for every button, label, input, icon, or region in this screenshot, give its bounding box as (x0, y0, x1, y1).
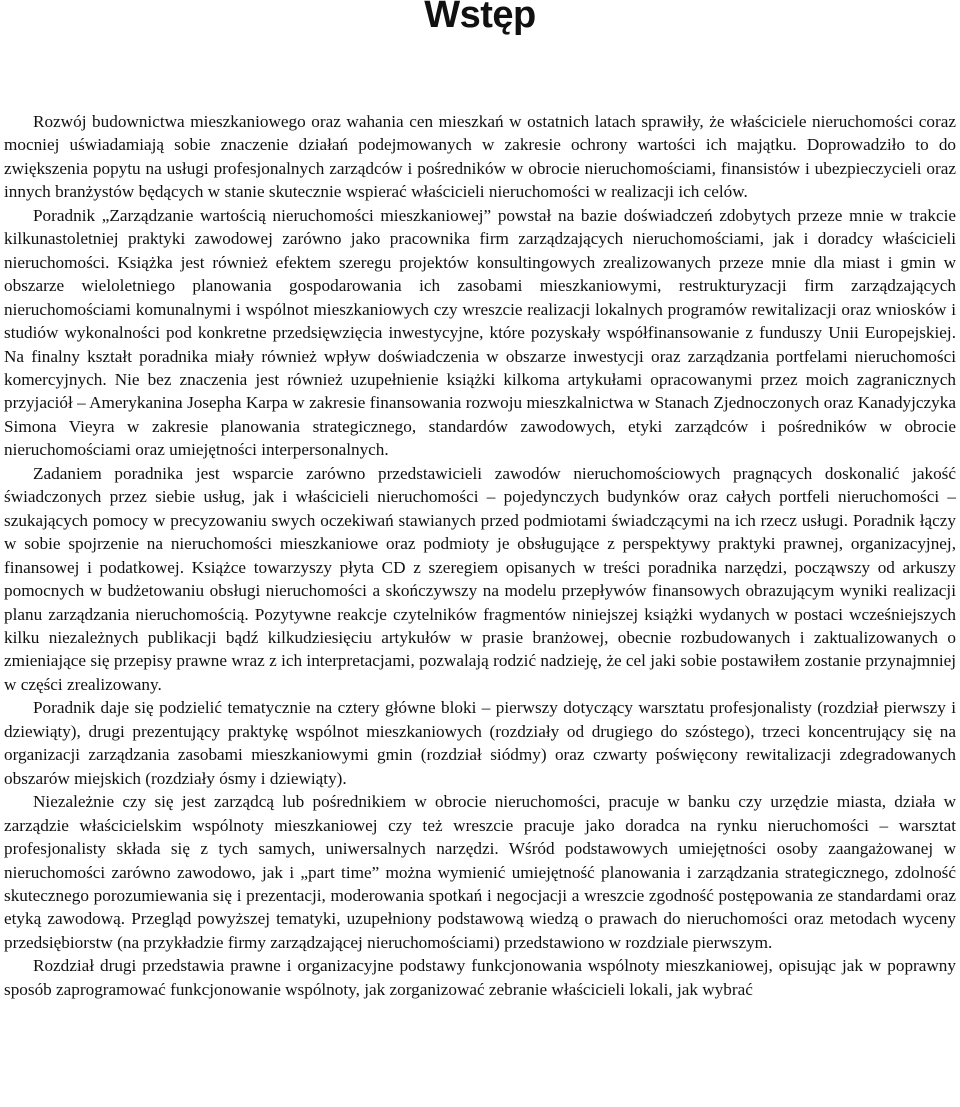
sentence: Zadaniem poradnika jest wsparcie zarówno przedstawicieli zawodów nieruchomościowych pragnących doskonalić jakość świadczonych przez siebie usług, jak i właścicieli nieruchomości – pojedynczych budynków oraz całych portfeli nieruchomości – szukających pomocy w precyzowaniu swych oczekiwań stawianych przed podmiotami świadczącymi na ich rzecz usługi. (4, 463, 956, 530)
sentence: Wśród podstawowych umiejętności osoby zaangażowanej w nieruchomości zarówno zawodowo, jak i „part time” można wymienić umiejętność planowania i zarządzania strategicznego, zdolność skutecznego porozumiewania się i prezentacji, moderowania spotkań i negocjacji a wreszcie zgodność postępowania ze standardami oraz etyką zawodową. (4, 839, 956, 929)
sentence: Poradnik „Zarządzanie wartością nieruchomości mieszkaniowej” powstał na bazie doświadczeń zdobytych przeze mnie w trakcie kilkunastoletniej praktyki zawodowej zarówno jako pracownika firm zarządzających nieruchomościami, jak i doradcy właścicieli nieruchomości. (4, 205, 956, 272)
sentence: Nie bez znaczenia jest również uzupełnienie książki kilkoma artykułami opracowanymi przez moich zagranicznych przyjaciół – Amerykanina Josepha Karpa w zakresie finansowania rozwoju mieszkalnictwa w Stanach Zjednoczonych oraz Kanadyjczyka Simona Vieyra w zakresie planowania strategicznego, standardów zawodowych, etyki zarządców i pośredników w obrocie nieruchomościami oraz umiejętności interpersonalnych. (4, 369, 956, 460)
paragraph (4, 204, 956, 462)
paragraph (4, 954, 956, 1001)
sentence: Rozwój budownictwa mieszkaniowego oraz wahania cen mieszkań w ostatnich latach sprawiły, że właściciele nieruchomości coraz mocniej uświadamiają sobie znaczenie działań podejmowanych w zakresie ochrony wartości ich majątku. (4, 112, 956, 155)
paragraph (4, 462, 956, 697)
sentence: Książce towarzyszy płyta CD z szeregiem opisanych w treści poradnika narzędzi, począwszy od arkuszy pomocnych w budżetowaniu obsługi nieruchomości a skończywszy na modelu przepływów finansowych obrazującym wyniki realizacji planu zarządzania nieruchomością. (4, 557, 957, 624)
sentence: Doprowadziło to do zwiększenia popytu na usługi profesjonalnych zarządców i pośredników w obrocie nieruchomościami, finansistów i ubezpieczycieli oraz innych branżystów będących w stanie skutecznie wspierać właścicieli nieruchomości w realizacji ich celów. (4, 135, 957, 202)
page-title: Wstęp (424, 0, 536, 36)
sentence: Poradnik łączy w sobie spojrzenie na nieruchomości mieszkaniowe oraz podmioty je obsługujące z perspektywy praktyki prawnej, organizacyjnej, finansowej i podatkowej. (4, 510, 956, 577)
sentence: Niezależnie czy się jest zarządcą lub pośrednikiem w obrocie nieruchomości, pracuje w banku czy urzędzie miasta, działa w zarządzie właścicielskim wspólnoty mieszkaniowej czy też wreszcie pracuje jako doradca na rynku nieruchomości – warsztat profesjonalisty składa się z tych samych, uniwersalnych narzędzi. (4, 792, 956, 859)
sentence: Rozdział drugi przedstawia prawne i organizacyjne podstawy funkcjonowania wspólnoty mieszkaniowej, opisując jak w poprawny sposób zaprogramować funkcjonowanie wspólnoty, jak zorganizować zebranie właścicieli lokali, jak wybrać (4, 956, 956, 999)
paragraph (4, 696, 956, 790)
paragraph (4, 790, 956, 954)
sentence: Poradnik daje się podzielić tematycznie na cztery główne bloki – pierwszy dotyczący warsztatu profesjonalisty (rozdział pierwszy i dziewiąty), drugi prezentujący praktykę wspólnot mieszkaniowych (rozdziały od drugiego do szóstego), trzeci koncentrujący się na organizacji zarządzania zasobami mieszkaniowymi gmin (rozdział siódmy) oraz czwarty poświęcony rewitalizacji zdegradowanych obszarów miejskich (rozdziały ósmy i dziewiąty). (4, 698, 956, 788)
document-body (4, 110, 956, 1001)
paragraph (4, 110, 956, 204)
sentence: Pozytywne reakcje czytelników fragmentów niniejszej książki wydanych w postaci wcześniejszych kilku niezależnych publikacji bądź kilkudziesięciu artykułów w prasie branżowej, obecnie rozbudowanych i zaktualizowanych o zmieniające się przepisy prawne wraz z ich interpretacjami, pozwalają rodzić nadzieję, że cel jaki sobie postawiłem zostanie przynajmniej w części zrealizowany. (4, 604, 957, 694)
sentence: Książka jest również efektem szeregu projektów konsultingowych zrealizowanych przeze mnie dla miast i gmin w obszarze wieloletniego planowania gospodarowania ich zasobami mieszkaniowymi, restrukturyzacji firm zarządzających nieruchomościami komunalnymi i wspólnot mieszkaniowych czy wreszcie realizacji lokalnych programów rewitalizacji oraz wniosków i studiów wykonalności pod konkretne przedsięwzięcia inwestycyjne, które pozyskały współfinansowanie z funduszy Unii Europejskiej. (4, 252, 956, 343)
sentence: Przegląd powyższej tematyki, uzupełniony podstawową wiedzą o prawach do nieruchomości oraz metodach wyceny przedsiębiorstw (na przykładzie firmy zarządzającej nieruchomościami) przedstawiono w rozdziale pierwszym. (4, 909, 956, 952)
sentence: Na finalny kształt poradnika miały również wpływ doświadczenia w obszarze inwestycji oraz zarządzania portfelami nieruchomości komercyjnych. (4, 346, 956, 389)
